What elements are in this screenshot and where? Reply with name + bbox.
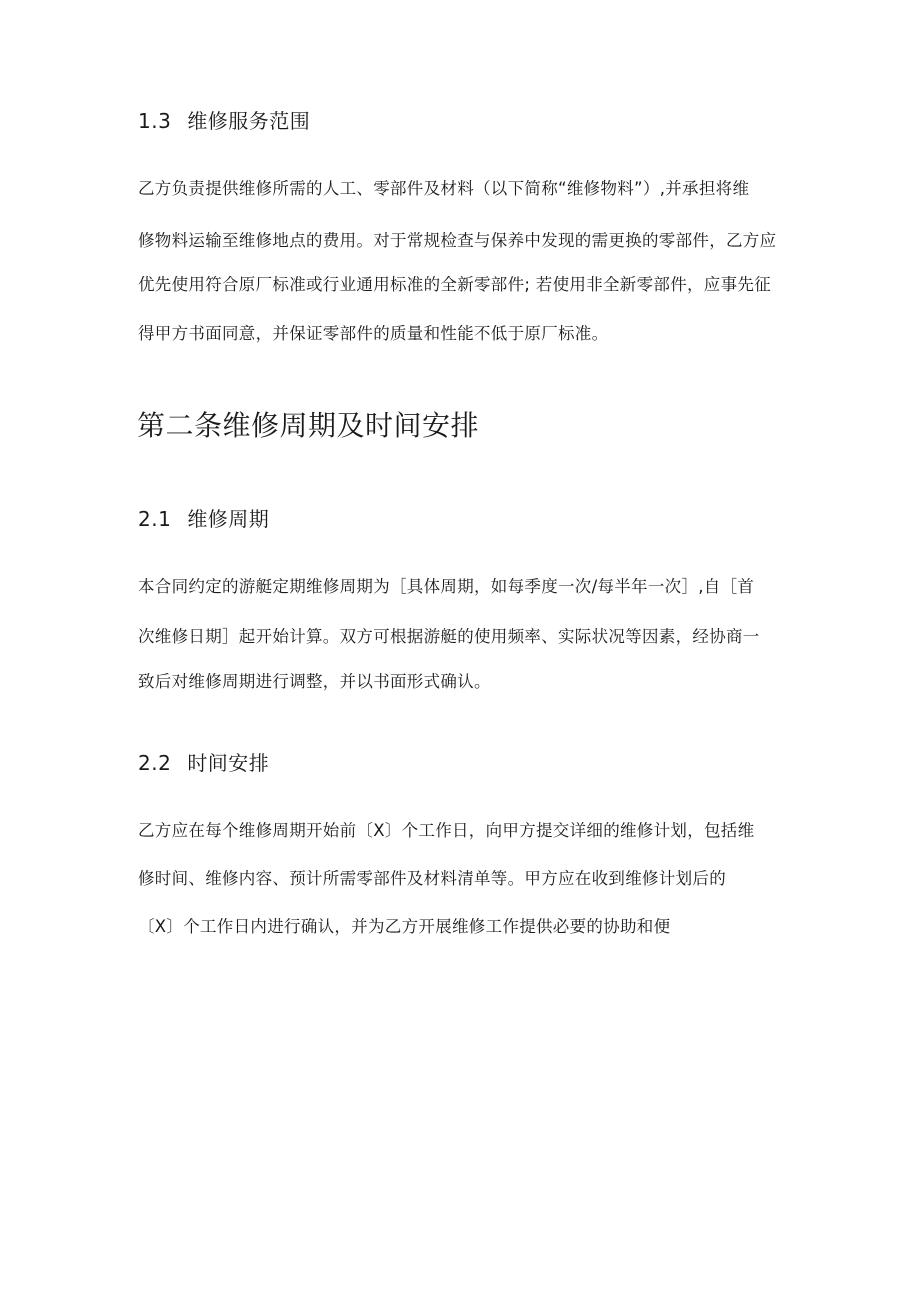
paragraph-line: 〔X〕个工作日内进行确认，并为乙方开展维修工作提供必要的协助和便 xyxy=(138,917,671,936)
section-2-2-heading xyxy=(138,749,269,777)
section-number: 2.1 xyxy=(138,507,172,531)
section-number: 2.2 xyxy=(138,751,172,775)
paragraph-line: 优先使用符合原厂标准或行业通用标准的全新零部件; 若使用非全新零部件，应事先征 xyxy=(138,275,772,294)
section-1-3-heading xyxy=(138,107,310,135)
article-heading: 第二条维修周期及时间安排 xyxy=(137,409,480,442)
section-title: 维修服务范围 xyxy=(187,109,311,133)
section-title: 维修周期 xyxy=(187,507,270,531)
paragraph-line: 本合同约定的游艇定期维修周期为［具体周期，如每季度一次/每半年一次］,自［首 xyxy=(138,577,755,596)
paragraph-line: 得甲方书面同意，并保证零部件的质量和性能不低于原厂标准。 xyxy=(138,324,609,343)
paragraph-line: 乙方负责提供维修所需的人工、零部件及材料（以下简称“维修物料”）,并承担将维 xyxy=(138,179,750,198)
section-2-1-heading xyxy=(138,505,269,533)
paragraph-line: 致后对维修周期进行调整，并以书面形式确认。 xyxy=(138,672,491,691)
paragraph-line: 次维修日期］起开始计算。双方可根据游艇的使用频率、实际状况等因素，经协商一 xyxy=(138,627,760,646)
paragraph-line: 修时间、维修内容、预计所需零部件及材料清单等。甲方应在收到维修计划后的 xyxy=(138,869,726,888)
section-number: 1.3 xyxy=(138,109,172,133)
paragraph-line: 乙方应在每个维修周期开始前〔X〕个工作日，向甲方提交详细的维修计划，包括维 xyxy=(138,821,755,840)
paragraph-line: 修物料运输至维修地点的费用。对于常规检查与保养中发现的需更换的零部件，乙方应 xyxy=(138,231,777,250)
section-title: 时间安排 xyxy=(187,751,270,775)
